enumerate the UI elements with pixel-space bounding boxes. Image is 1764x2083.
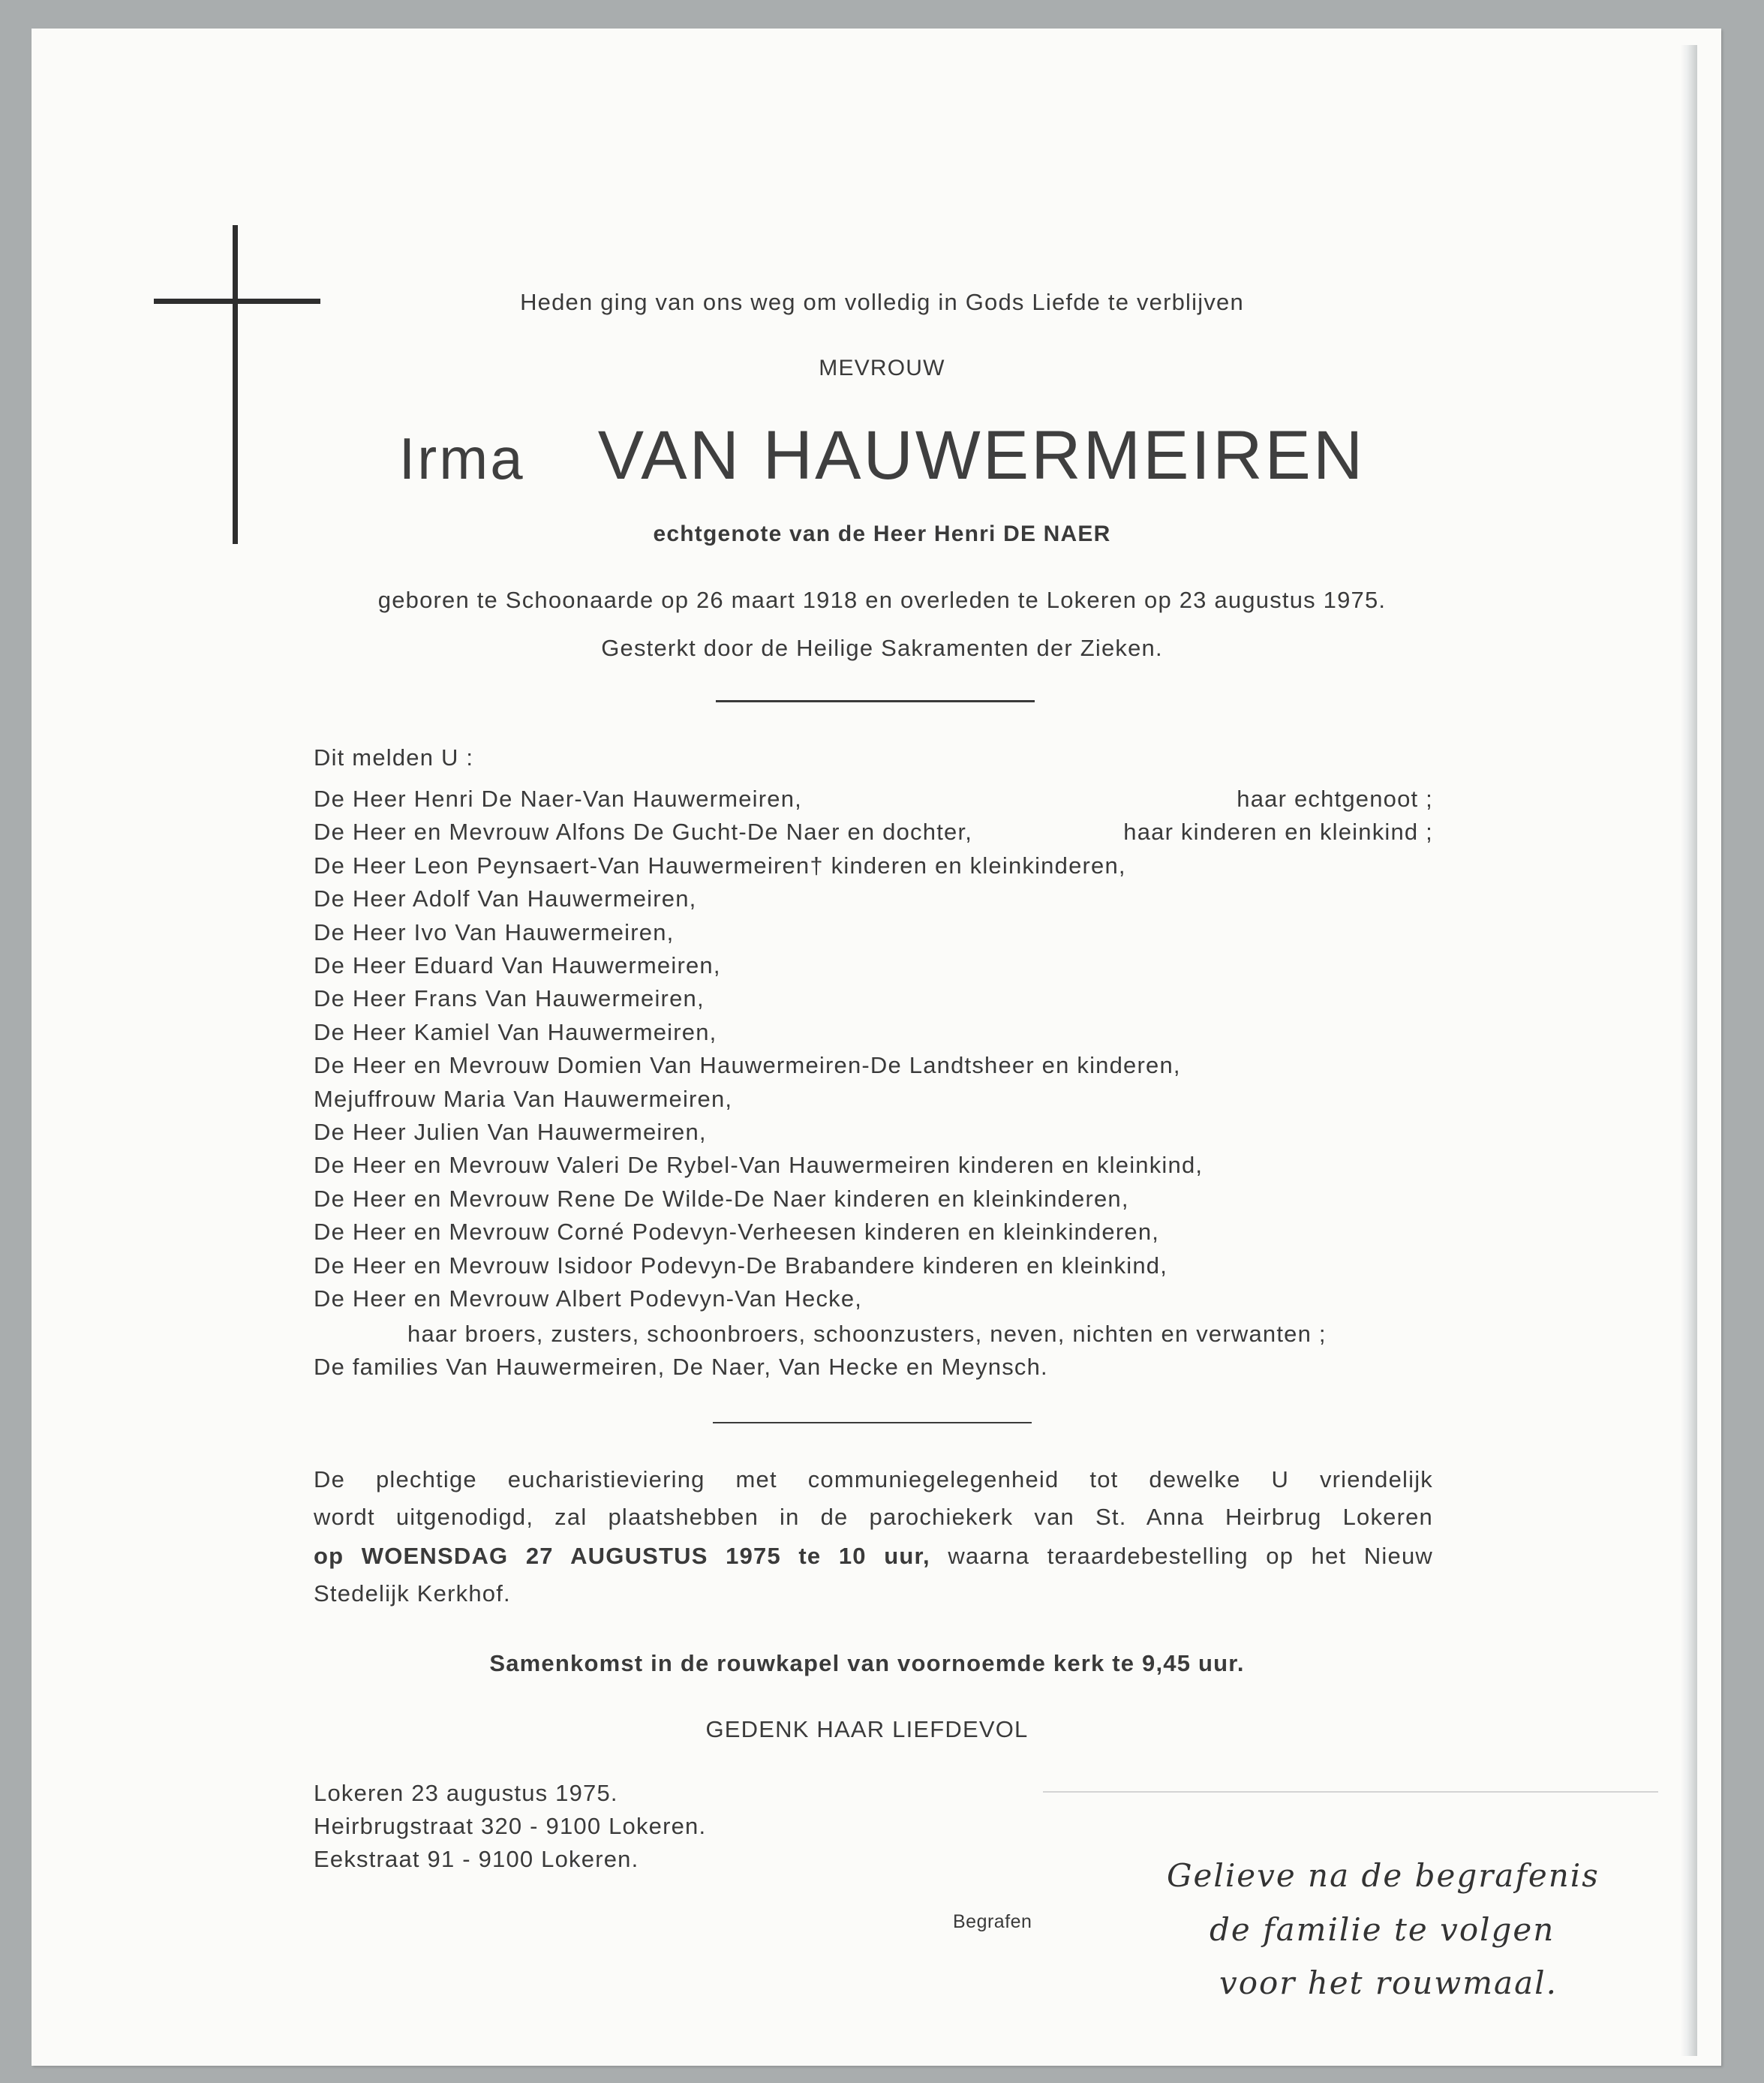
- family-row: [314, 1252, 1433, 1279]
- family-row: [314, 1152, 1433, 1179]
- family-row: [314, 919, 1433, 946]
- family-member: De Heer en Mevrouw Domien Van Hauwermeiren-De Landtsheer en kinderen,: [314, 1052, 1181, 1079]
- last-name: VAN HAUWERMEIREN: [597, 417, 1366, 494]
- announcers-intro: Dit melden U :: [314, 744, 474, 771]
- family-row: [314, 819, 1433, 846]
- family-row: [314, 852, 1433, 879]
- heading: Heden ging van ons weg om volledig in Gods Liefde te verblijven: [520, 289, 1244, 315]
- relatives-line: haar broers, zusters, schoonbroers, schoonzusters, neven, nichten en verwanten ;: [407, 1321, 1327, 1347]
- place-date: Lokeren 23 augustus 1975.: [314, 1780, 618, 1806]
- address: Eekstraat 91 - 9100 Lokeren.: [314, 1846, 639, 1872]
- spouse-line: echtgenote van de Heer Henri DE NAER: [653, 522, 1111, 546]
- undertaker: Begrafen: [953, 1911, 1032, 1932]
- family-row: [314, 1219, 1433, 1246]
- family-member: De Heer Julien Van Hauwermeiren,: [314, 1119, 707, 1145]
- family-relation: haar kinderen en kleinkind ;: [1123, 819, 1433, 846]
- ceremony-date: op WOENSDAG 27 AUGUSTUS 1975 te 10 uur,: [314, 1543, 930, 1569]
- family-member: De Heer Eduard Van Hauwermeiren,: [314, 952, 721, 978]
- title: MEVROUW: [819, 356, 945, 380]
- ceremony-line: De plechtige eucharistieviering met communiegelegenheid tot dewelke U vriendelijk: [314, 1466, 1433, 1492]
- first-name: Irma: [398, 425, 525, 491]
- family-row: [314, 1019, 1433, 1046]
- deceased-name: [0, 416, 1764, 495]
- gathering-line: Samenkomst in de rouwkapel van voornoemde kerk te 9,45 uur.: [489, 1650, 1245, 1676]
- ceremony-line: [314, 1543, 1433, 1570]
- birth-death-line: geboren te Schoonaarde op 26 maart 1918 en overleden te Lokeren op 23 augustus 1975.: [377, 587, 1387, 613]
- handwritten-note-line: voor het rouwmaal.: [1219, 1964, 1558, 2001]
- family-row: [314, 1086, 1433, 1113]
- family-row: [314, 1052, 1433, 1079]
- family-member: De Heer en Mevrouw Corné Podevyn-Verheesen kinderen en kleinkinderen,: [314, 1219, 1160, 1246]
- family-member: De Heer en Mevrouw Rene De Wilde-De Naer kinderen en kleinkinderen,: [314, 1185, 1129, 1212]
- family-row: [314, 985, 1433, 1012]
- family-member: De Heer Kamiel Van Hauwermeiren,: [314, 1018, 717, 1045]
- address: Heirbrugstraat 320 - 9100 Lokeren.: [314, 1813, 707, 1839]
- ceremony-burial: waarna teraardebestelling op het Nieuw: [948, 1543, 1433, 1569]
- family-row: [314, 885, 1433, 912]
- sacraments-line: Gesterkt door de Heilige Sakramenten der Zieken.: [601, 635, 1163, 661]
- family-row: [314, 1186, 1433, 1213]
- handwritten-note-line: Gelieve na de begrafenis: [1167, 1857, 1600, 1894]
- signature-line: [1043, 1791, 1658, 1793]
- family-row: [314, 1119, 1433, 1146]
- family-member: De Heer Leon Peynsaert-Van Hauwermeiren† kinderen en kleinkinderen,: [314, 852, 1126, 879]
- ceremony-line: Stedelijk Kerkhof.: [314, 1580, 511, 1607]
- family-member: De Heer en Mevrouw Albert Podevyn-Van Hecke,: [314, 1285, 863, 1312]
- family-row: [314, 1285, 1433, 1312]
- family-member: Mejuffrouw Maria Van Hauwermeiren,: [314, 1085, 733, 1112]
- family-member: De Heer Adolf Van Hauwermeiren,: [314, 885, 697, 912]
- handwritten-note-line: de familie te volgen: [1210, 1911, 1555, 1948]
- family-member: De Heer en Mevrouw Alfons De Gucht-De Naer en dochter,: [314, 819, 973, 846]
- family-relation: haar echtgenoot ;: [1237, 786, 1433, 812]
- ceremony-line: wordt uitgenodigd, zal plaatshebben in de parochiekerk van St. Anna Heirbrug Lokeren: [314, 1504, 1433, 1530]
- cross-icon: [233, 225, 238, 544]
- family-member: De Heer Ivo Van Hauwermeiren,: [314, 918, 675, 945]
- family-member: De Heer en Mevrouw Valeri De Rybel-Van Hauwermeiren kinderen en kleinkind,: [314, 1152, 1204, 1179]
- family-row: [314, 952, 1433, 979]
- paper-fold: [1681, 45, 1697, 2056]
- family-row: [314, 786, 1433, 813]
- divider: [716, 700, 1035, 702]
- family-member: De Heer en Mevrouw Isidoor Podevyn-De Brabandere kinderen en kleinkind,: [314, 1252, 1168, 1279]
- family-member: De Heer Frans Van Hauwermeiren,: [314, 985, 705, 1012]
- mourning-card: [32, 29, 1721, 2066]
- family-member: De Heer Henri De Naer-Van Hauwermeiren,: [314, 786, 802, 812]
- families-line: De families Van Hauwermeiren, De Naer, Van Hecke en Meynsch.: [314, 1354, 1048, 1380]
- remember-line: GEDENK HAAR LIEFDEVOL: [705, 1716, 1029, 1742]
- divider: [713, 1422, 1032, 1423]
